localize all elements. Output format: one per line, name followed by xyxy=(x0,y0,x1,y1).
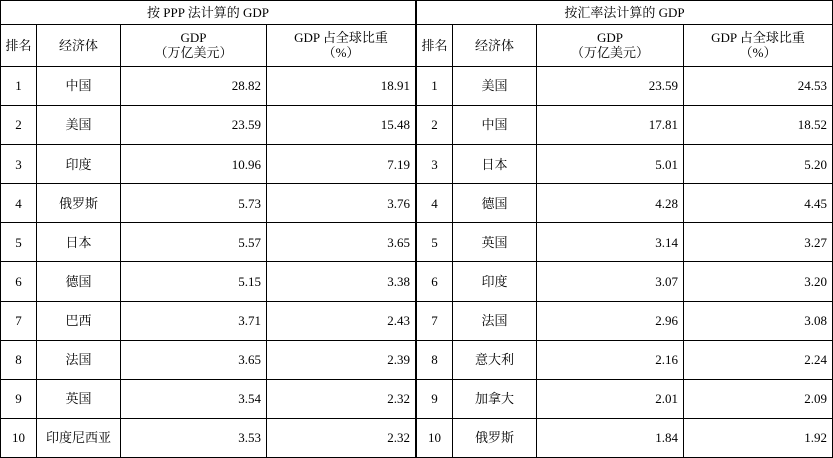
cell-share: 5.20 xyxy=(684,145,833,184)
cell-rank: 5 xyxy=(417,223,453,262)
table-header-row xyxy=(1,25,416,67)
table-row xyxy=(417,379,833,418)
header-gdp xyxy=(121,25,267,67)
header-gdp-line2: （万亿美元） xyxy=(571,44,650,60)
header-gdp-line1: GDP xyxy=(180,29,207,45)
cell-economy: 美国 xyxy=(453,67,537,106)
cell-gdp: 28.82 xyxy=(121,67,267,106)
cell-gdp: 2.16 xyxy=(537,340,684,379)
table-row xyxy=(417,145,833,184)
table-title-row xyxy=(1,1,416,25)
table-row xyxy=(1,262,416,301)
cell-rank: 10 xyxy=(1,418,37,457)
cell-economy: 加拿大 xyxy=(453,379,537,418)
header-share-line2: （%） xyxy=(739,44,777,60)
cell-share: 18.91 xyxy=(267,67,416,106)
cell-gdp: 5.73 xyxy=(121,184,267,223)
cell-rank: 8 xyxy=(1,340,37,379)
cell-gdp: 23.59 xyxy=(121,106,267,145)
cell-economy xyxy=(37,418,121,457)
cell-rank: 4 xyxy=(417,184,453,223)
cell-gdp: 3.71 xyxy=(121,301,267,340)
cell-economy: 德国 xyxy=(37,262,121,301)
header-gdp-line2: （万亿美元） xyxy=(154,44,233,60)
table-row xyxy=(1,106,416,145)
table-row xyxy=(417,67,833,106)
table-row xyxy=(1,418,416,457)
cell-share: 2.32 xyxy=(267,379,416,418)
cell-gdp: 1.84 xyxy=(537,418,684,457)
cell-economy: 俄罗斯 xyxy=(453,418,537,457)
cell-gdp: 23.59 xyxy=(537,67,684,106)
cell-rank: 3 xyxy=(417,145,453,184)
cell-gdp: 5.01 xyxy=(537,145,684,184)
cell-gdp: 3.53 xyxy=(121,418,267,457)
table-row xyxy=(1,379,416,418)
exchange-rate-gdp-table xyxy=(416,0,833,458)
cell-gdp: 10.96 xyxy=(121,145,267,184)
cell-share: 3.08 xyxy=(684,301,833,340)
cell-share: 2.09 xyxy=(684,379,833,418)
table-row xyxy=(1,184,416,223)
cell-share: 2.39 xyxy=(267,340,416,379)
cell-share: 3.76 xyxy=(267,184,416,223)
header-share-line2: （%） xyxy=(322,44,360,60)
table-row xyxy=(417,106,833,145)
header-rank xyxy=(1,25,37,67)
cell-share: 3.20 xyxy=(684,262,833,301)
cell-economy: 中国 xyxy=(453,106,537,145)
header-rank-label: 排名 xyxy=(421,37,448,53)
table-row xyxy=(417,301,833,340)
cell-economy-label: 印度尼西亚 xyxy=(45,429,111,445)
header-gdp xyxy=(537,25,684,67)
cell-rank: 6 xyxy=(417,262,453,301)
table-row xyxy=(417,418,833,457)
cell-rank: 9 xyxy=(1,379,37,418)
cell-economy: 英国 xyxy=(37,379,121,418)
table-row xyxy=(417,223,833,262)
cell-share: 4.45 xyxy=(684,184,833,223)
header-economy: 经济体 xyxy=(453,25,537,67)
cell-share: 2.32 xyxy=(267,418,416,457)
header-share-line1: GDP 占全球比重 xyxy=(711,29,805,45)
cell-rank: 6 xyxy=(1,262,37,301)
table-row xyxy=(417,184,833,223)
table-row xyxy=(417,340,833,379)
table-row xyxy=(1,223,416,262)
cell-economy: 美国 xyxy=(37,106,121,145)
ppp-gdp-table xyxy=(0,0,416,458)
table-row xyxy=(417,262,833,301)
cell-gdp: 4.28 xyxy=(537,184,684,223)
cell-economy: 印度 xyxy=(37,145,121,184)
header-share-line1: GDP 占全球比重 xyxy=(294,29,388,45)
cell-share: 3.65 xyxy=(267,223,416,262)
cell-economy: 英国 xyxy=(453,223,537,262)
table-header-row xyxy=(417,25,833,67)
header-rank-label: 排名 xyxy=(5,37,32,53)
cell-rank: 7 xyxy=(417,301,453,340)
cell-economy: 德国 xyxy=(453,184,537,223)
cell-share: 7.19 xyxy=(267,145,416,184)
cell-share: 24.53 xyxy=(684,67,833,106)
cell-share: 3.38 xyxy=(267,262,416,301)
cell-rank: 2 xyxy=(417,106,453,145)
table-row xyxy=(1,301,416,340)
cell-share: 3.27 xyxy=(684,223,833,262)
cell-gdp: 2.01 xyxy=(537,379,684,418)
cell-gdp: 3.14 xyxy=(537,223,684,262)
header-rank xyxy=(417,25,453,67)
table-row xyxy=(1,340,416,379)
cell-economy: 日本 xyxy=(37,223,121,262)
cell-gdp: 3.07 xyxy=(537,262,684,301)
cell-share: 2.43 xyxy=(267,301,416,340)
cell-gdp: 5.15 xyxy=(121,262,267,301)
cell-economy: 日本 xyxy=(453,145,537,184)
cell-gdp: 3.65 xyxy=(121,340,267,379)
cell-gdp: 5.57 xyxy=(121,223,267,262)
table-title-ppp: 按 PPP 法计算的 GDP xyxy=(1,1,416,25)
cell-rank: 1 xyxy=(417,67,453,106)
cell-gdp: 2.96 xyxy=(537,301,684,340)
cell-rank: 7 xyxy=(1,301,37,340)
header-share xyxy=(684,25,833,67)
cell-gdp: 17.81 xyxy=(537,106,684,145)
cell-gdp: 3.54 xyxy=(121,379,267,418)
cell-rank: 2 xyxy=(1,106,37,145)
cell-economy: 意大利 xyxy=(453,340,537,379)
table-title-exchange-rate: 按汇率法计算的 GDP xyxy=(417,1,833,25)
cell-share: 1.92 xyxy=(684,418,833,457)
cell-rank: 8 xyxy=(417,340,453,379)
header-share xyxy=(267,25,416,67)
cell-share: 18.52 xyxy=(684,106,833,145)
table-row xyxy=(1,145,416,184)
cell-economy: 巴西 xyxy=(37,301,121,340)
cell-economy: 印度 xyxy=(453,262,537,301)
cell-economy: 中国 xyxy=(37,67,121,106)
cell-rank: 10 xyxy=(417,418,453,457)
cell-economy: 法国 xyxy=(37,340,121,379)
cell-rank: 4 xyxy=(1,184,37,223)
table-title-row xyxy=(417,1,833,25)
cell-share: 15.48 xyxy=(267,106,416,145)
table-row xyxy=(1,67,416,106)
cell-economy: 法国 xyxy=(453,301,537,340)
cell-share: 2.24 xyxy=(684,340,833,379)
cell-rank: 3 xyxy=(1,145,37,184)
cell-rank: 5 xyxy=(1,223,37,262)
cell-rank: 9 xyxy=(417,379,453,418)
header-economy: 经济体 xyxy=(37,25,121,67)
cell-rank: 1 xyxy=(1,67,37,106)
header-gdp-line1: GDP xyxy=(597,29,624,45)
cell-economy: 俄罗斯 xyxy=(37,184,121,223)
